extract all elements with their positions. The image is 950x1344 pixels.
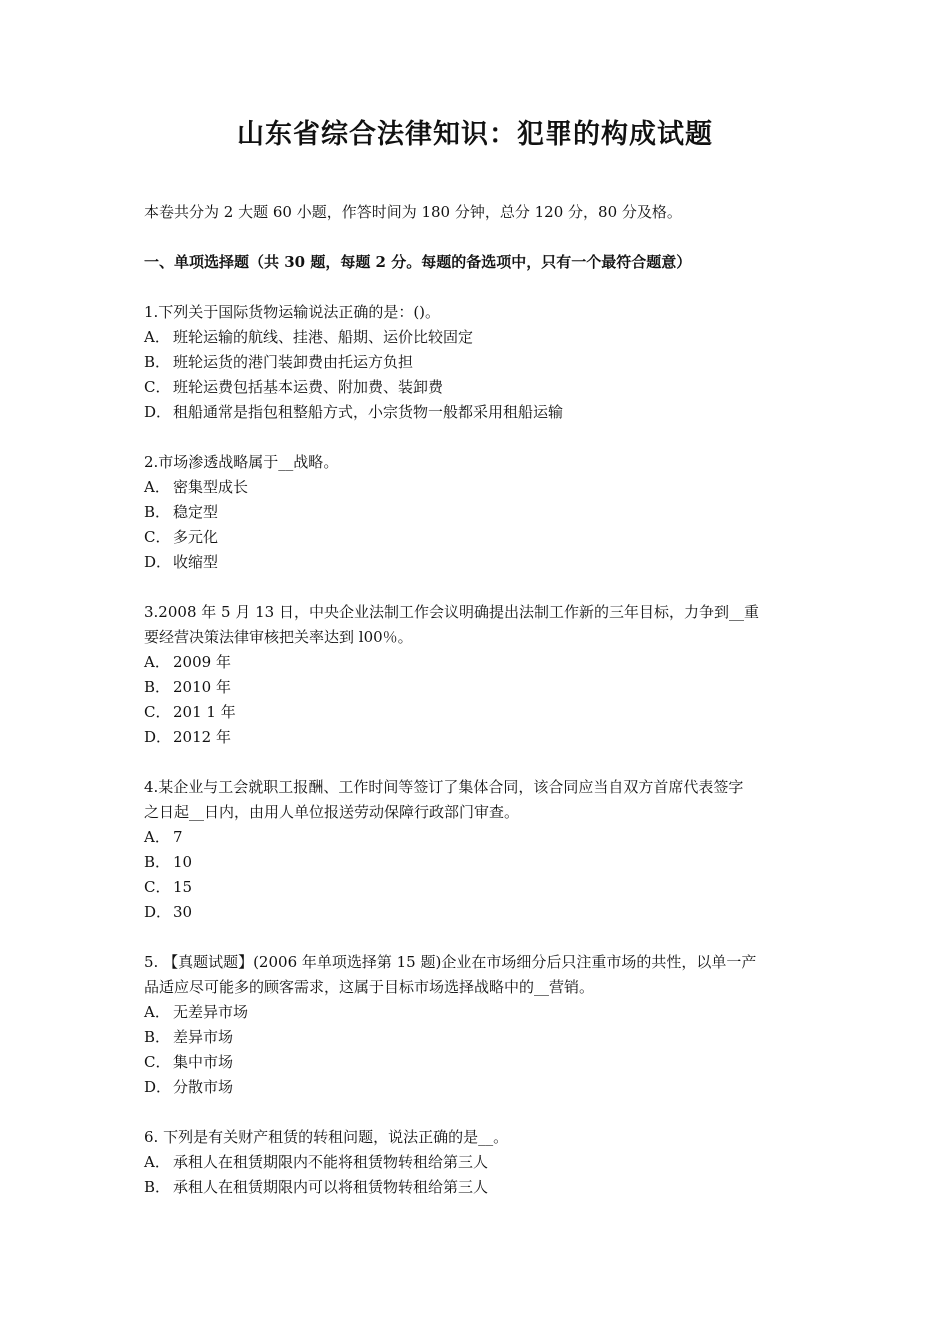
option-letter: B． [144,353,171,371]
option-letter: C． [144,378,171,396]
answer-option [144,1000,824,1025]
answer-option [144,875,824,900]
question-5 [144,950,824,1100]
answer-option [144,475,824,500]
option-letter: B． [144,678,171,696]
option-text: 10 [173,853,193,871]
option-text: 收缩型 [173,553,219,571]
question-stem: 4.某企业与工会就职工报酬、工作时间等签订了集体合同，该合同应当自双方首席代表签字 [144,778,744,796]
answer-option [144,650,824,675]
answer-option [144,400,824,425]
option-letter: A． [144,328,170,346]
document-title: 山东省综合法律知识：犯罪的构成试题 [237,119,713,150]
option-text: 承租人在租赁期限内不能将租赁物转租给第三人 [173,1153,489,1171]
answer-option [144,500,824,525]
option-text: 租船通常是指包租整船方式，小宗货物一般都采用租船运输 [173,403,564,421]
option-letter: A． [144,828,170,846]
option-text: 无差异市场 [173,1003,249,1021]
option-text: 密集型成长 [173,478,249,496]
option-letter: D． [144,403,172,421]
option-text: 2010 年 [173,678,231,696]
answer-option [144,850,824,875]
option-text: 7 [173,828,183,846]
question-stem: 2.市场渗透战略属于__战略。 [144,453,339,471]
option-letter: B． [144,1178,171,1196]
option-letter: B． [144,503,171,521]
option-text: 承租人在租赁期限内可以将租赁物转租给第三人 [173,1178,489,1196]
option-letter: D． [144,903,172,921]
answer-option [144,1075,824,1100]
question-stem: 要经营决策法律审核把关率达到 l00％。 [144,628,413,646]
option-text: 2009 年 [173,653,231,671]
option-letter: D． [144,553,172,571]
answer-option [144,1050,824,1075]
option-text: 差异市场 [173,1028,234,1046]
option-letter: A． [144,478,170,496]
question-1 [144,300,824,425]
question-stem: 之日起__日内，由用人单位报送劳动保障行政部门审查。 [144,803,520,821]
option-text: 分散市场 [173,1078,234,1096]
option-text: 2012 年 [173,728,231,746]
answer-option [144,375,824,400]
question-6 [144,1125,824,1200]
option-text: 15 [173,878,193,896]
option-letter: C． [144,528,171,546]
answer-option [144,725,824,750]
option-letter: C． [144,1053,171,1071]
option-letter: B． [144,853,171,871]
option-letter: A． [144,1153,170,1171]
option-text: 班轮运货的港门装卸费由托运方负担 [173,353,414,371]
option-letter: A． [144,1003,170,1021]
answer-option [144,675,824,700]
option-letter: B． [144,1028,171,1046]
answer-option [144,825,824,850]
question-stem: 3.2008 年 5 月 13 日，中央企业法制工作会议明确提出法制工作新的三年目标，力争到__重 [144,603,759,621]
answer-option [144,325,824,350]
option-text: 班轮运费包括基本运费、附加费、装卸费 [173,378,444,396]
answer-option [144,550,824,575]
question-stem: 6. 下列是有关财产租赁的转租问题，说法正确的是__。 [144,1128,509,1146]
answer-option [144,1150,824,1175]
question-4 [144,775,824,925]
option-letter: C． [144,703,171,721]
answer-option [144,1025,824,1050]
exam-intro: 本卷共分为 2 大题 60 小题，作答时间为 180 分钟，总分 120 分，80 分及格。 [144,203,682,221]
option-text: 30 [173,903,193,921]
answer-option [144,1175,824,1200]
option-letter: C． [144,878,171,896]
option-text: 多元化 [173,528,219,546]
question-2 [144,450,824,575]
option-text: 稳定型 [173,503,219,521]
option-letter: A． [144,653,170,671]
option-text: 班轮运输的航线、挂港、船期、运价比较固定 [173,328,474,346]
section-heading: 一、单项选择题（共 30 题，每题 2 分。每题的备选项中，只有一个最符合题意） [144,253,692,271]
option-text: 集中市场 [173,1053,234,1071]
document-body [144,200,824,1225]
answer-option [144,900,824,925]
question-3 [144,600,824,750]
option-letter: D． [144,1078,172,1096]
question-stem: 1.下列关于国际货物运输说法正确的是：()。 [144,303,441,321]
option-text: 201 1 年 [173,703,236,721]
answer-option [144,700,824,725]
question-stem: 5. 【真题试题】(2006 年单项选择第 15 题)企业在市场细分后只注重市场的共性，以单一产 [144,953,757,971]
question-list [144,300,824,1200]
answer-option [144,525,824,550]
option-letter: D． [144,728,172,746]
answer-option [144,350,824,375]
question-stem: 品适应尽可能多的顾客需求，这属于目标市场选择战略中的__营销。 [144,978,595,996]
